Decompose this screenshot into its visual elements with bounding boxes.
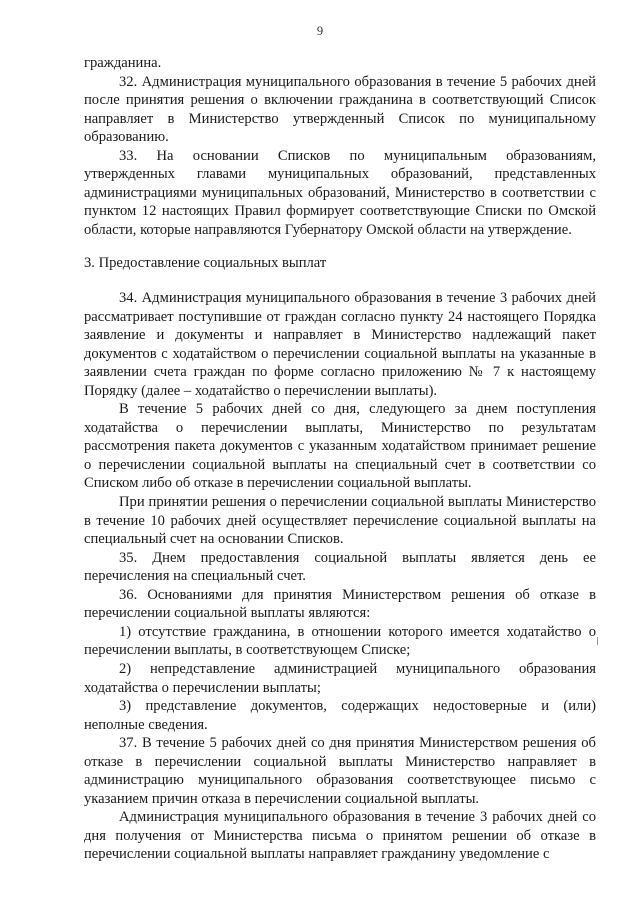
document-body bbox=[84, 54, 596, 864]
paragraph-36: 36. Основаниями для принятия Министерством решения об отказе в перечислении социальной выплаты являются: bbox=[84, 586, 596, 622]
paragraph-34-part-2: В течение 5 рабочих дней со дня, следующего за днем поступления ходатайства о перечислении выплаты, Министерство по результатам рассмотрения пакета документов с указанным ходатайством принимает решение о перечислении социальной выплаты на специальный счет в соответствии со Списком либо об отказе в перечислении социальной выплаты. bbox=[84, 401, 596, 492]
paragraph-36-item-3: 3) представление документов, содержащих недостоверные и (или) неполные сведения. bbox=[84, 698, 596, 733]
page-number: 9 bbox=[316, 24, 324, 38]
paragraph-continuation: гражданина. bbox=[84, 55, 162, 71]
section-heading: 3. Предоставление социальных выплат bbox=[84, 255, 327, 272]
scan-mark bbox=[597, 637, 598, 645]
paragraph-37: 37. В течение 5 рабочих дней со дня принятия Министерством решения об отказе в перечислении социальной выплаты Министерство направляет в администрацию муниципального образования соответствующее письмо с указанием причин отказа в перечислении социальной выплаты. bbox=[84, 735, 596, 807]
paragraph-34: 34. Администрация муниципального образования в течение 3 рабочих дней рассматривает поступившие от граждан согласно пункту 24 настоящего Порядка заявление и документы и направляет в Министерство надлежащий пакет документов с ходатайством о перечислении социальной выплаты на указанные в заявлении счета граждан по форме согласно приложению № 7 к настоящему Порядку (далее – ходатайство о перечислении выплаты). bbox=[84, 290, 596, 399]
paragraph-36-item-1: 1) отсутствие гражданина, в отношении которого имеется ходатайство о перечислении выплаты, в соответствующем Списке; bbox=[84, 623, 596, 659]
paragraph-33: 33. На основании Списков по муниципальным образованиям, утвержденных главами муниципальных образований, представленных администрациями муниципальных образований, Министерство в соответствии с пунктом 12 настоящих Правил формирует соответствующие Списки по Омской области, которые направляются Губернатору Омской области на утверждение. bbox=[84, 147, 596, 238]
paragraph-34-part-3: При принятии решения о перечислении социальной выплаты Министерство в течение 10 рабочих дней осуществляет перечисление социальной выплаты на специальный счет на основании Списков. bbox=[84, 494, 596, 548]
paragraph-35: 35. Днем предоставления социальной выплаты является день ее перечисления на специальный счет. bbox=[84, 549, 596, 585]
paragraph-37-part-2: Администрация муниципального образования в течение 3 рабочих дней со дня получения от Министерства письма о принятом решении об отказе в перечислении социальной выплаты направляет гражданину уведомление с bbox=[84, 809, 596, 863]
paragraph-32: 32. Администрация муниципального образования в течение 5 рабочих дней после принятия решения о включении гражданина в соответствующий Список направляет в Министерство утвержденный Список по муниципальному образованию. bbox=[84, 73, 596, 146]
paragraph-36-item-2: 2) непредставление администрацией муниципального образования ходатайства о перечислении выплаты; bbox=[84, 660, 596, 696]
